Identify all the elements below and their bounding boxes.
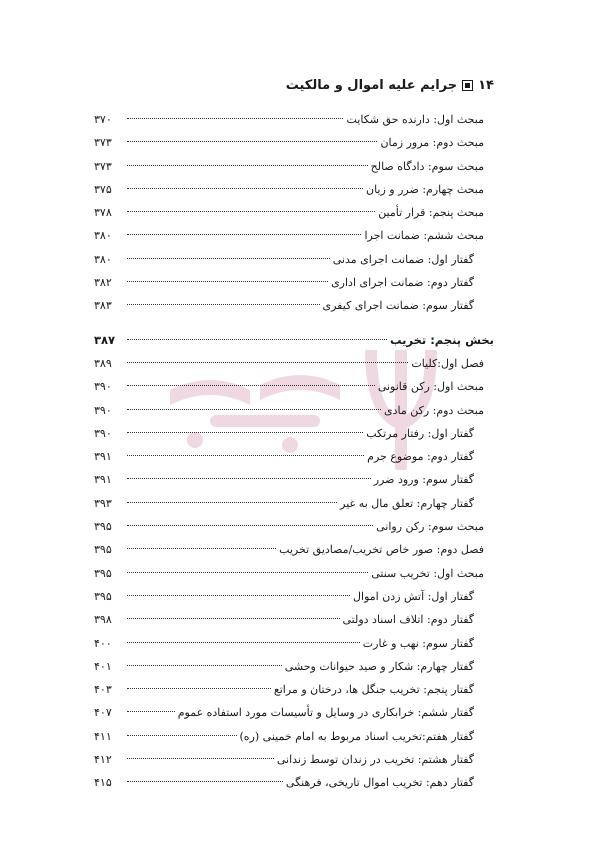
table-of-contents xyxy=(94,108,494,795)
toc-entry-page: ۴۱۵ xyxy=(94,776,112,790)
toc-entry-title: مبحث اول: تخریب سنتی xyxy=(371,566,484,580)
toc-entry-title: گفتار سوم: ضمانت اجرای کیفری xyxy=(322,299,474,313)
toc-entry-page: ۳۹۸ xyxy=(94,613,112,627)
dot-leader xyxy=(127,362,408,363)
dot-leader xyxy=(127,304,320,305)
dot-leader xyxy=(127,118,343,119)
toc-entry-page: ۳۸۰ xyxy=(94,229,112,243)
toc-entry-title: فصل اول:کلیات xyxy=(411,356,484,370)
toc-entry xyxy=(94,155,494,178)
dot-leader xyxy=(127,211,375,212)
toc-entry xyxy=(94,201,494,224)
dot-leader xyxy=(127,758,274,759)
dot-leader xyxy=(127,572,368,573)
toc-entry-page: ۳۸۳ xyxy=(94,299,112,313)
toc-entry-page: ۳۸۷ xyxy=(94,332,116,347)
toc-entry xyxy=(94,294,494,317)
dot-leader xyxy=(127,665,282,666)
toc-entry-page: ۳۹۰ xyxy=(94,426,112,440)
dot-leader xyxy=(127,688,271,689)
page-number: ۱۴ xyxy=(478,78,494,93)
square-ornament-icon xyxy=(462,80,473,91)
toc-entry-page: ۳۸۹ xyxy=(94,356,112,370)
toc-entry-title: گفتار چهارم: تعلق مال به غیر xyxy=(340,496,474,510)
toc-entry-page: ۳۹۵ xyxy=(94,543,112,557)
toc-entry-page: ۴۰۰ xyxy=(94,636,112,650)
toc-entry-page: ۳۹۰ xyxy=(94,380,112,394)
dot-leader xyxy=(127,234,361,235)
toc-entry-page: ۴۰۳ xyxy=(94,683,112,697)
toc-entry-page: ۴۱۱ xyxy=(94,729,112,743)
toc-entry xyxy=(94,468,494,491)
toc-entry-title: مبحث ششم: ضمانت اجرا xyxy=(364,229,484,243)
toc-entry xyxy=(94,329,494,352)
running-header xyxy=(94,78,494,93)
toc-entry xyxy=(94,178,494,201)
toc-entry xyxy=(94,445,494,468)
toc-entry-title: گفتار هشتم: تخریب در زندان توسط زندانی xyxy=(276,753,474,767)
toc-entry-page: ۴۰۱ xyxy=(94,659,112,673)
toc-entry-title: مبحث اول: دارنده حق شکایت xyxy=(346,113,484,126)
toc-entry-title: گفتار اول: ضمانت اجرای مدنی xyxy=(332,252,474,266)
toc-entry xyxy=(94,515,494,538)
toc-entry xyxy=(94,375,494,398)
toc-entry-title: مبحث دوم: رکن مادی xyxy=(383,403,484,417)
toc-entry-title: مبحث سوم: رکن روانی xyxy=(376,520,484,534)
toc-entry xyxy=(94,422,494,445)
toc-entry-title: گفتار پنجم: تخریب جنگل ها، درختان و مراتع xyxy=(273,683,474,697)
toc-entry-page: ۳۹۵ xyxy=(94,520,112,534)
toc-entry xyxy=(94,632,494,655)
dot-leader xyxy=(127,711,175,712)
dot-leader xyxy=(127,281,328,282)
toc-entry-page: ۳۸۰ xyxy=(94,252,112,266)
toc-entry-title: گفتار سوم: نهب و غارت xyxy=(362,636,474,650)
toc-entry-title: گفتار اول: رفتار مرتکب xyxy=(366,426,474,440)
toc-entry-page: ۳۷۵ xyxy=(94,182,112,196)
dot-leader xyxy=(127,409,381,410)
toc-entry xyxy=(94,608,494,631)
toc-entry-title: گفتار دهم: تخریب اموال تاریخی، فرهنگی xyxy=(285,776,474,790)
toc-entry-title: گفتار دوم: اتلاف اسناد دولتی xyxy=(342,613,474,627)
toc-entry-page: ۳۹۱ xyxy=(94,450,112,464)
dot-leader xyxy=(127,258,330,259)
toc-entry-page: ۳۹۳ xyxy=(94,496,112,510)
toc-entry xyxy=(94,224,494,247)
toc-entry-title: گفتار اول: آتش زدن اموال xyxy=(353,589,474,603)
toc-entry-page: ۳۷۳ xyxy=(94,136,112,150)
toc-entry-page: ۳۷۰ xyxy=(94,113,112,126)
toc-entry-title: مبحث سوم: دادگاه صالح xyxy=(370,159,484,173)
dot-leader xyxy=(127,525,373,526)
dot-leader xyxy=(127,165,368,166)
toc-entry xyxy=(94,701,494,724)
dot-leader xyxy=(127,642,360,643)
toc-entry-page: ۳۹۵ xyxy=(94,566,112,580)
toc-entry xyxy=(94,131,494,154)
toc-entry-title: گفتار سوم: ورود ضرر xyxy=(373,473,474,487)
dot-leader xyxy=(127,502,337,503)
dot-leader xyxy=(127,385,375,386)
dot-leader xyxy=(127,478,371,479)
toc-entry xyxy=(94,748,494,771)
toc-entry-title: گفتار هفتم:تخریب اسناد مربوط به امام خمینی (ره) xyxy=(239,729,474,743)
toc-entry xyxy=(94,725,494,748)
book-title: جرایم علیه اموال و مالکیت xyxy=(285,78,458,93)
toc-entry xyxy=(94,771,494,794)
toc-entry-title: بخش پنجم: تخریب xyxy=(389,332,494,347)
toc-entry-page: ۴۰۷ xyxy=(94,706,112,720)
dot-leader xyxy=(127,595,350,596)
toc-entry xyxy=(94,108,494,131)
toc-entry-title: مبحث چهارم: ضرر و زیان xyxy=(366,182,484,196)
dot-leader xyxy=(127,455,364,456)
toc-entry xyxy=(94,585,494,608)
toc-entry-title: مبحث اول: رکن قانونی xyxy=(377,380,484,394)
toc-entry xyxy=(94,538,494,561)
dot-leader xyxy=(127,735,237,736)
toc-entry xyxy=(94,492,494,515)
toc-entry-page: ۳۹۵ xyxy=(94,589,112,603)
toc-entry-title: گفتار ششم: خرابکاری در وسایل و تأسیسات مورد استفاده عموم xyxy=(177,706,474,720)
toc-entry xyxy=(94,248,494,271)
dot-leader xyxy=(127,432,363,433)
dot-leader xyxy=(127,781,283,782)
toc-entry-page: ۳۹۰ xyxy=(94,403,112,417)
toc-entry-page: ۴۱۲ xyxy=(94,753,112,767)
toc-entry xyxy=(94,352,494,375)
toc-entry-title: مبحث پنجم: قرار تأمین xyxy=(378,206,484,220)
toc-entry-page: ۳۷۸ xyxy=(94,206,112,220)
dot-leader xyxy=(127,548,276,549)
toc-entry xyxy=(94,271,494,294)
toc-entry xyxy=(94,399,494,422)
toc-entry-page: ۳۹۱ xyxy=(94,473,112,487)
toc-entry xyxy=(94,678,494,701)
dot-leader xyxy=(127,339,387,340)
toc-entry-title: گفتار دوم: موضوع جرم xyxy=(367,450,474,464)
toc-entry-title: مبحث دوم: مرور زمان xyxy=(380,136,484,150)
dot-leader xyxy=(127,188,363,189)
toc-entry xyxy=(94,655,494,678)
toc-entry-title: گفتار چهارم: شکار و صید حیوانات وحشی xyxy=(284,659,474,673)
toc-entry-title: فصل دوم: صور خاص تخریب/مصادیق تخریب xyxy=(279,543,484,557)
toc-entry-page: ۳۸۲ xyxy=(94,276,112,290)
toc-entry-page: ۳۷۳ xyxy=(94,159,112,173)
dot-leader xyxy=(127,618,340,619)
toc-entry xyxy=(94,562,494,585)
toc-entry-title: گفتار دوم: ضمانت اجرای اداری xyxy=(331,276,474,290)
dot-leader xyxy=(127,141,377,142)
